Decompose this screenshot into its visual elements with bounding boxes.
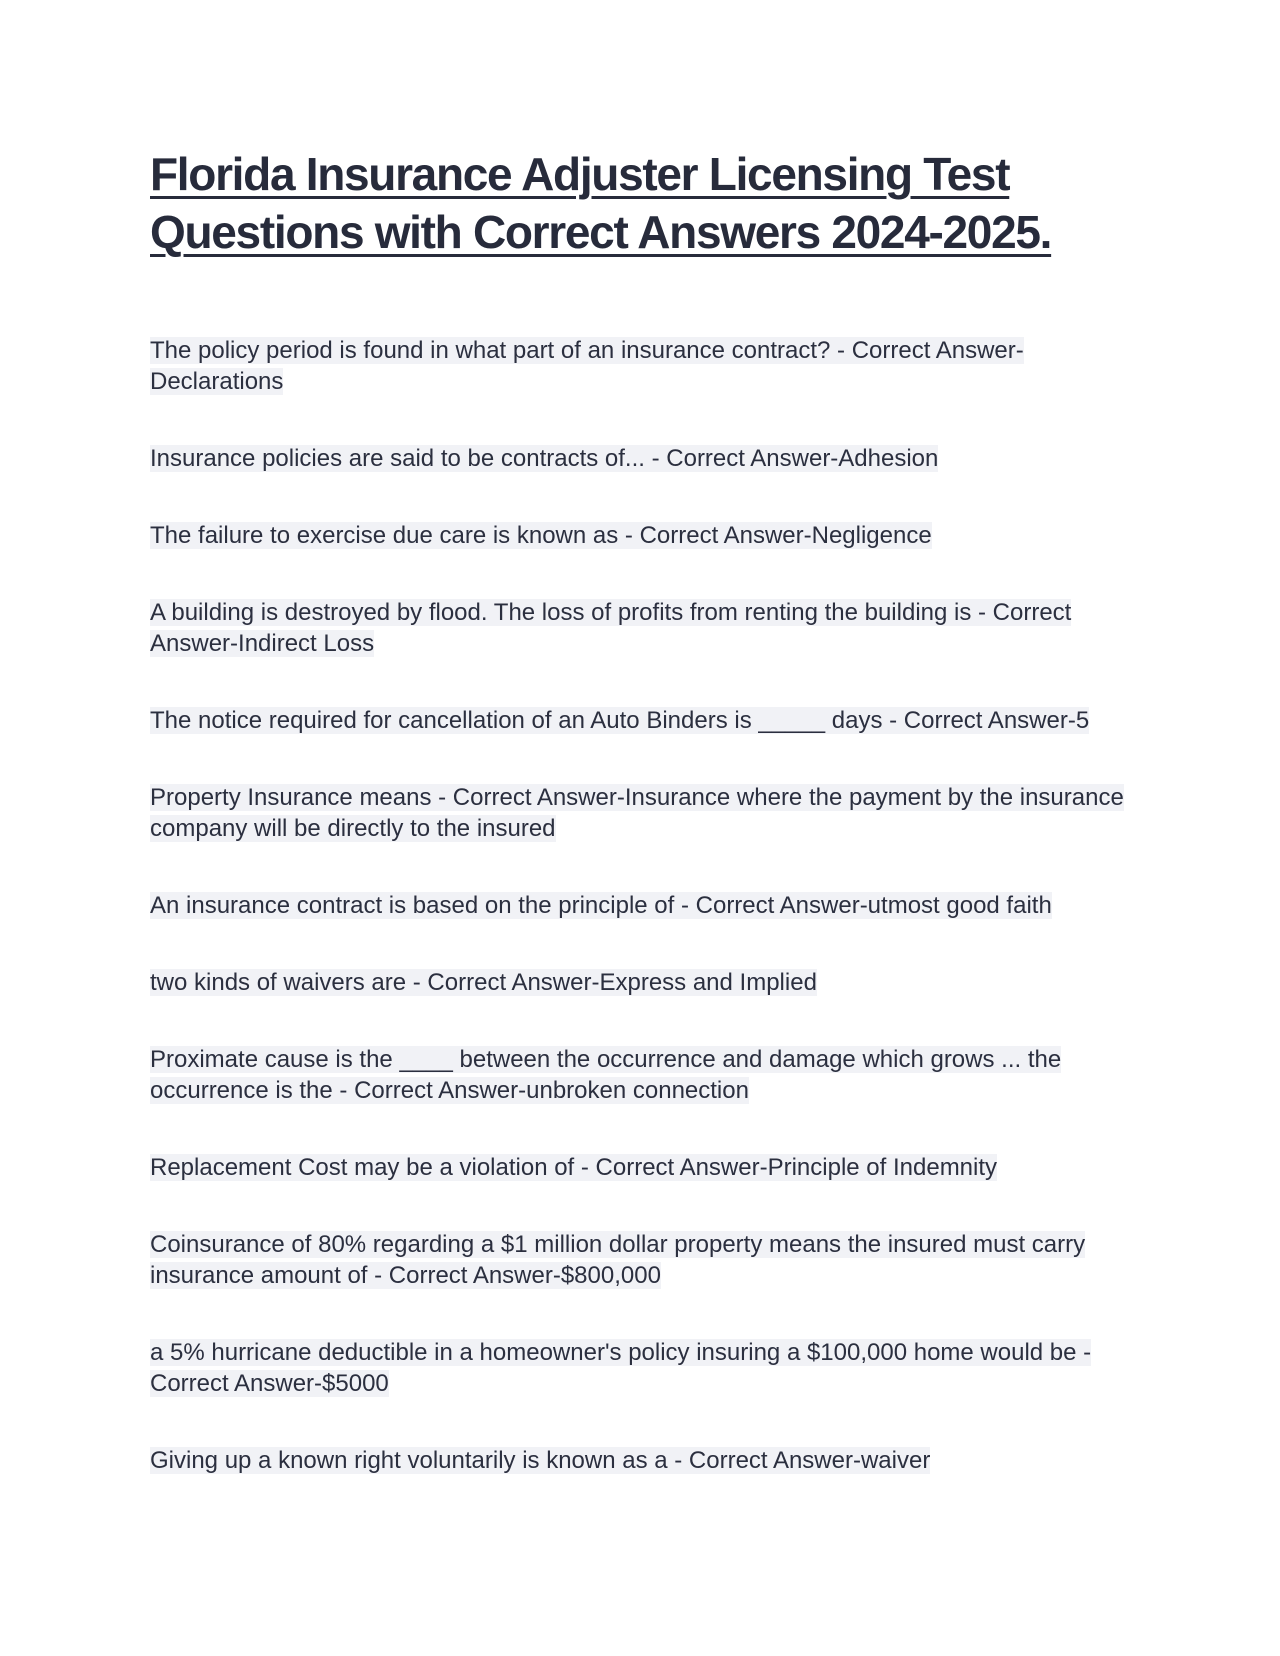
qa-item-13: Giving up a known right voluntarily is known as a - Correct Answer-waiver [150,1447,931,1474]
qa-item-8: two kinds of waivers are - Correct Answer-Express and Implied [150,969,817,996]
question-answer-list [150,335,1150,1522]
qa-item-7: An insurance contract is based on the principle of - Correct Answer-utmost good faith [150,892,1052,919]
document-page [150,145,1150,1474]
qa-item-10: Replacement Cost may be a violation of - Correct Answer-Principle of Indemnity [150,1154,998,1181]
qa-item-1: The policy period is found in what part of an insurance contract? - Correct Answer-Declarations [150,337,1024,395]
qa-item-12: a 5% hurricane deductible in a homeowner's policy insuring a $100,000 home would be - Correct Answer-$5000 [150,1339,1092,1397]
qa-item-9: Proximate cause is the ____ between the occurrence and damage which grows ... the occurrence is the - Correct Answer-unbroken connection [150,1046,1062,1104]
qa-item-3: The failure to exercise due care is known as - Correct Answer-Negligence [150,522,932,549]
title-line-2: Questions with Correct Answers 2024-2025. [150,206,1052,258]
title-line-1: Florida Insurance Adjuster Licensing Test [150,148,1010,200]
document-title [150,145,1150,261]
qa-item-11: Coinsurance of 80% regarding a $1 million dollar property means the insured must carry insurance amount of - Correct Answer-$800,000 [150,1231,1086,1289]
qa-item-2: Insurance policies are said to be contracts of... - Correct Answer-Adhesion [150,445,939,472]
qa-item-6: Property Insurance means - Correct Answer-Insurance where the payment by the insurance company will be directly to the insured [150,784,1124,842]
qa-item-5: The notice required for cancellation of an Auto Binders is _____ days - Correct Answer-5 [150,707,1090,734]
qa-item-4: A building is destroyed by flood. The loss of profits from renting the building is - Correct Answer-Indirect Loss [150,599,1072,657]
